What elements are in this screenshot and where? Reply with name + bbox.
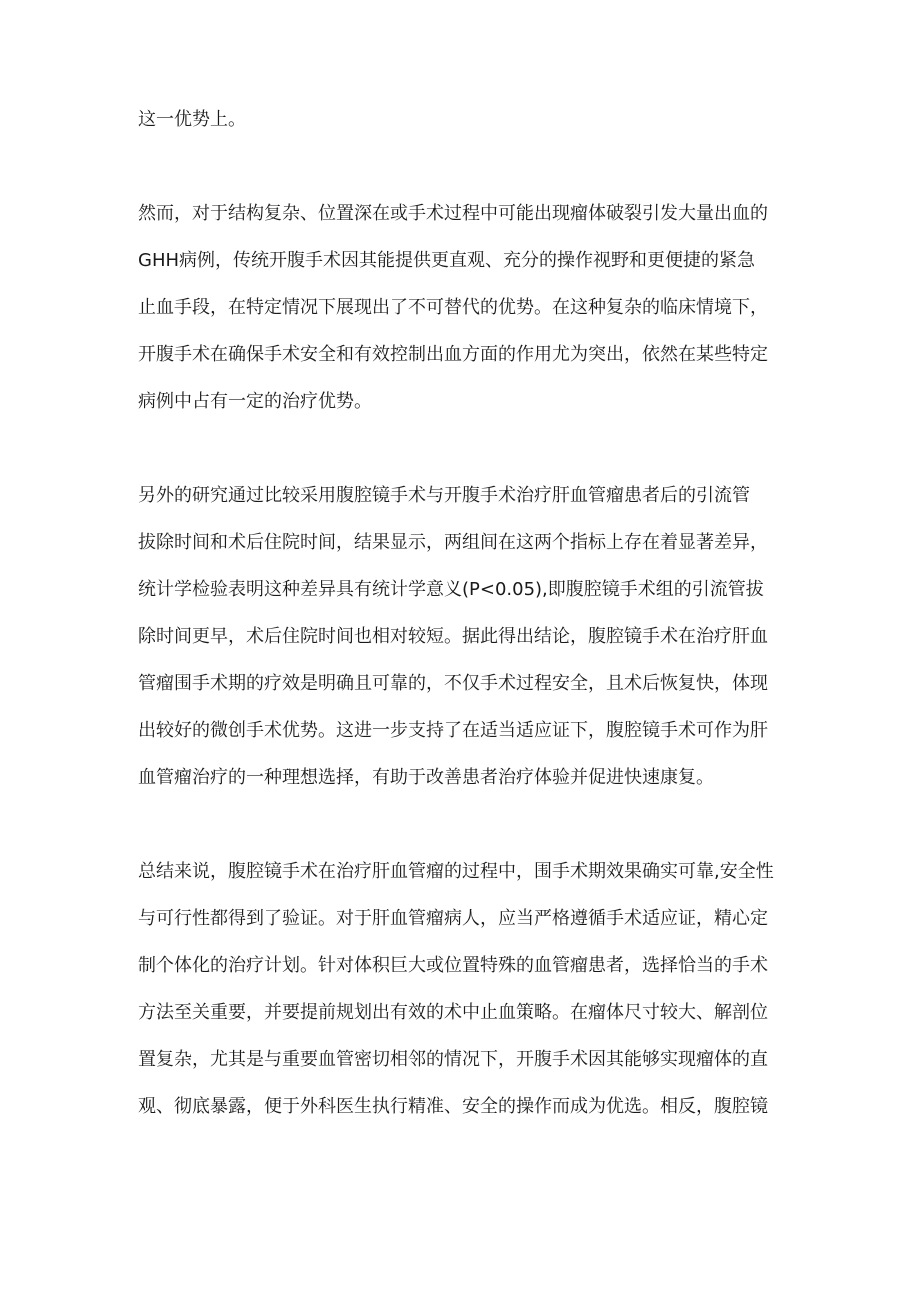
paragraph-4 — [138, 848, 788, 1130]
text-line: 置复杂，尤其是与重要血管密切相邻的情况下，开腹手术因其能够实现瘤体的直 — [138, 1049, 768, 1070]
text-line: 统计学检验表明这种差异具有统计学意义(P<0.05),即腹腔镜手术组的引流管拔 — [138, 579, 764, 600]
text-line: 然而，对于结构复杂、位置深在或手术过程中可能出现瘤体破裂引发大量出血的 — [138, 203, 768, 224]
text-line: GHH病例，传统开腹手术因其能提供更直观、充分的操作视野和更便捷的紧急 — [138, 250, 756, 271]
text-line: 止血手段，在特定情况下展现出了不可替代的优势。在这种复杂的临床情境下， — [138, 297, 768, 318]
text-line: 管瘤围手术期的疗效是明确且可靠的，不仅手术过程安全，且术后恢复快，体现 — [138, 673, 768, 694]
text-line: 除时间更早，术后住院时间也相对较短。据此得出结论，腹腔镜手术在治疗肝血 — [138, 626, 768, 647]
paragraph-3 — [138, 472, 788, 801]
text-line: 制个体化的治疗计划。针对体积巨大或位置特殊的血管瘤患者，选择恰当的手术 — [138, 955, 768, 976]
text-line: 总结来说，腹腔镜手术在治疗肝血管瘤的过程中，围手术期效果确实可靠,安全性 — [138, 861, 774, 882]
text-line: 病例中占有一定的治疗优势。 — [138, 391, 372, 412]
text-line: 这一优势上。 — [138, 109, 246, 130]
text-line: 观、彻底暴露，便于外科医生执行精准、安全的操作而成为优选。相反，腹腔镜 — [138, 1096, 768, 1117]
text-line: 出较好的微创手术优势。这进一步支持了在适当适应证下，腹腔镜手术可作为肝 — [138, 720, 768, 741]
text-line: 另外的研究通过比较采用腹腔镜手术与开腹手术治疗肝血管瘤患者后的引流管 — [138, 485, 750, 506]
text-line: 与可行性都得到了验证。对于肝血管瘤病人，应当严格遵循手术适应证，精心定 — [138, 908, 768, 929]
paragraph-1 — [138, 96, 788, 143]
text-line: 血管瘤治疗的一种理想选择，有助于改善患者治疗体验并促进快速康复。 — [138, 767, 714, 788]
text-line: 拔除时间和术后住院时间，结果显示，两组间在这两个指标上存在着显著差异， — [138, 532, 768, 553]
paragraph-2 — [138, 190, 788, 425]
text-line: 开腹手术在确保手术安全和有效控制出血方面的作用尤为突出，依然在某些特定 — [138, 344, 768, 365]
text-line: 方法至关重要，并要提前规划出有效的术中止血策略。在瘤体尺寸较大、解剖位 — [138, 1002, 768, 1023]
